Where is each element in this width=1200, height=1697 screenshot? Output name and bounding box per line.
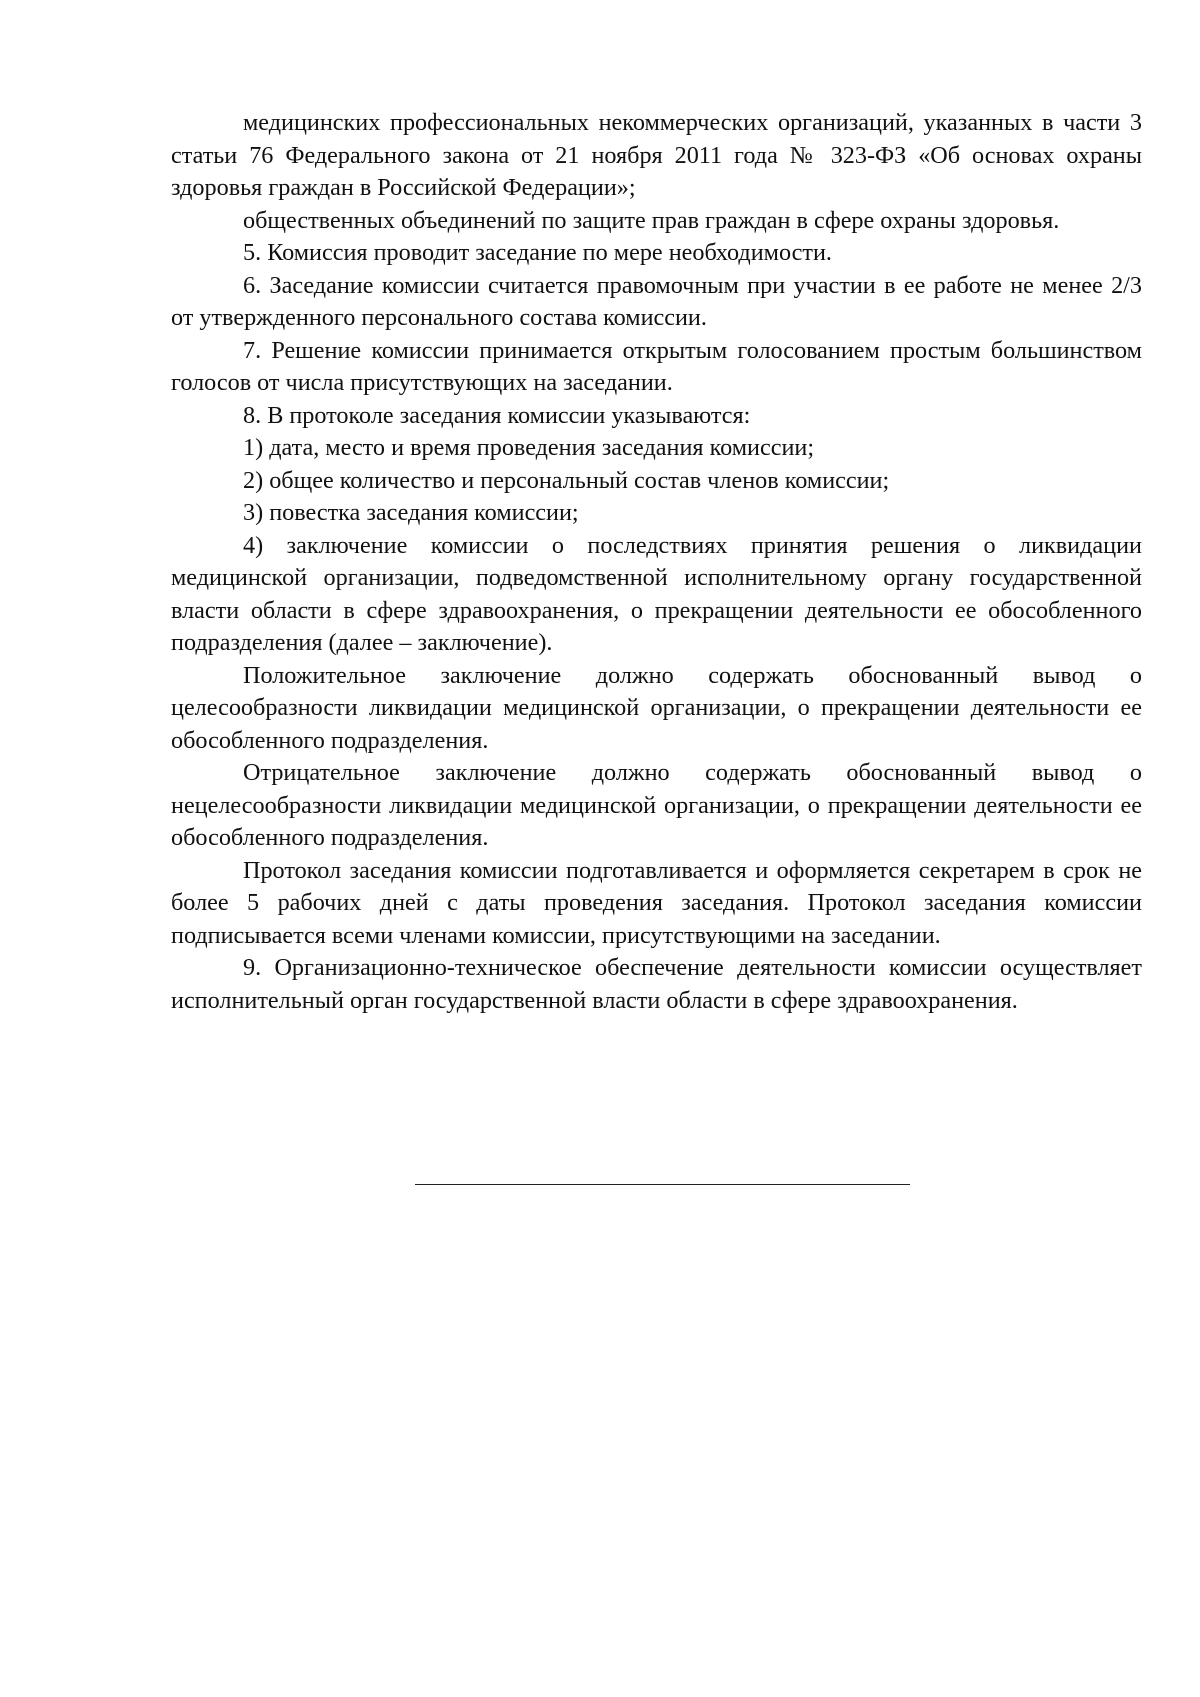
paragraph-item-7: 7. Решение комиссии принимается открытым голосованием простым большинством голосов от числа присутствующих на заседании.	[171, 336, 1142, 396]
paragraph-subitem-3: 3) повестка заседания комиссии;	[243, 499, 579, 526]
paragraph-negative-conclusion: Отрицательное заключение должно содержать обоснованный вывод о нецелесообразности ликвидации медицинской организации, о прекращении деятельности ее обособленного подразделения.	[171, 759, 1142, 851]
paragraph-item-8: 8. В протоколе заседания комиссии указываются:	[243, 401, 751, 429]
paragraph-subitem-1: 1) дата, место и время проведения заседания комиссии;	[243, 434, 815, 461]
paragraph-item-5: 5. Комиссия проводит заседание по мере необходимости.	[243, 239, 832, 266]
end-separator-line	[415, 1184, 910, 1185]
document-page	[171, 107, 1142, 1017]
paragraph-item-9: 9. Организационно-техническое обеспечение деятельности комиссии осуществляет исполнительный орган государственной власти области в сфере здравоохранения.	[171, 954, 1142, 1014]
paragraph-subitem-4: 4) заключение комиссии о последствиях принятия решения о ликвидации медицинской организации, подведомственной исполнительному органу государственной власти области в сфере здравоохранения, о прекращении деятельности ее обособленного подразделения (далее – заключение).	[171, 531, 1142, 656]
paragraph-protocol: Протокол заседания комиссии подготавливается и оформляется секретарем в срок не более 5 рабочих дней с даты проведения заседания. Протокол заседания комиссии подписывается всеми членами комиссии, присутствующими на заседании.	[171, 856, 1142, 949]
paragraph-item-6: 6. Заседание комиссии считается правомочным при участии в ее работе не менее 2/3 от утвержденного персонального состава комиссии.	[171, 271, 1142, 331]
paragraph-positive-conclusion: Положительное заключение должно содержать обоснованный вывод о целесообразности ликвидации медицинской организации, о прекращении деятельности ее обособленного подразделения.	[171, 661, 1142, 754]
paragraph-medical-organizations: медицинских профессиональных некоммерческих организаций, указанных в части 3 статьи 76 Федерального закона от 21 ноября 2011 года № 323-ФЗ «Об основах охраны здоровья граждан в Российской Федерации»;	[171, 109, 1142, 201]
paragraph-public-associations: общественных объединений по защите прав граждан в сфере охраны здоровья.	[243, 206, 1060, 234]
paragraph-subitem-2: 2) общее количество и персональный состав членов комиссии;	[243, 466, 890, 494]
